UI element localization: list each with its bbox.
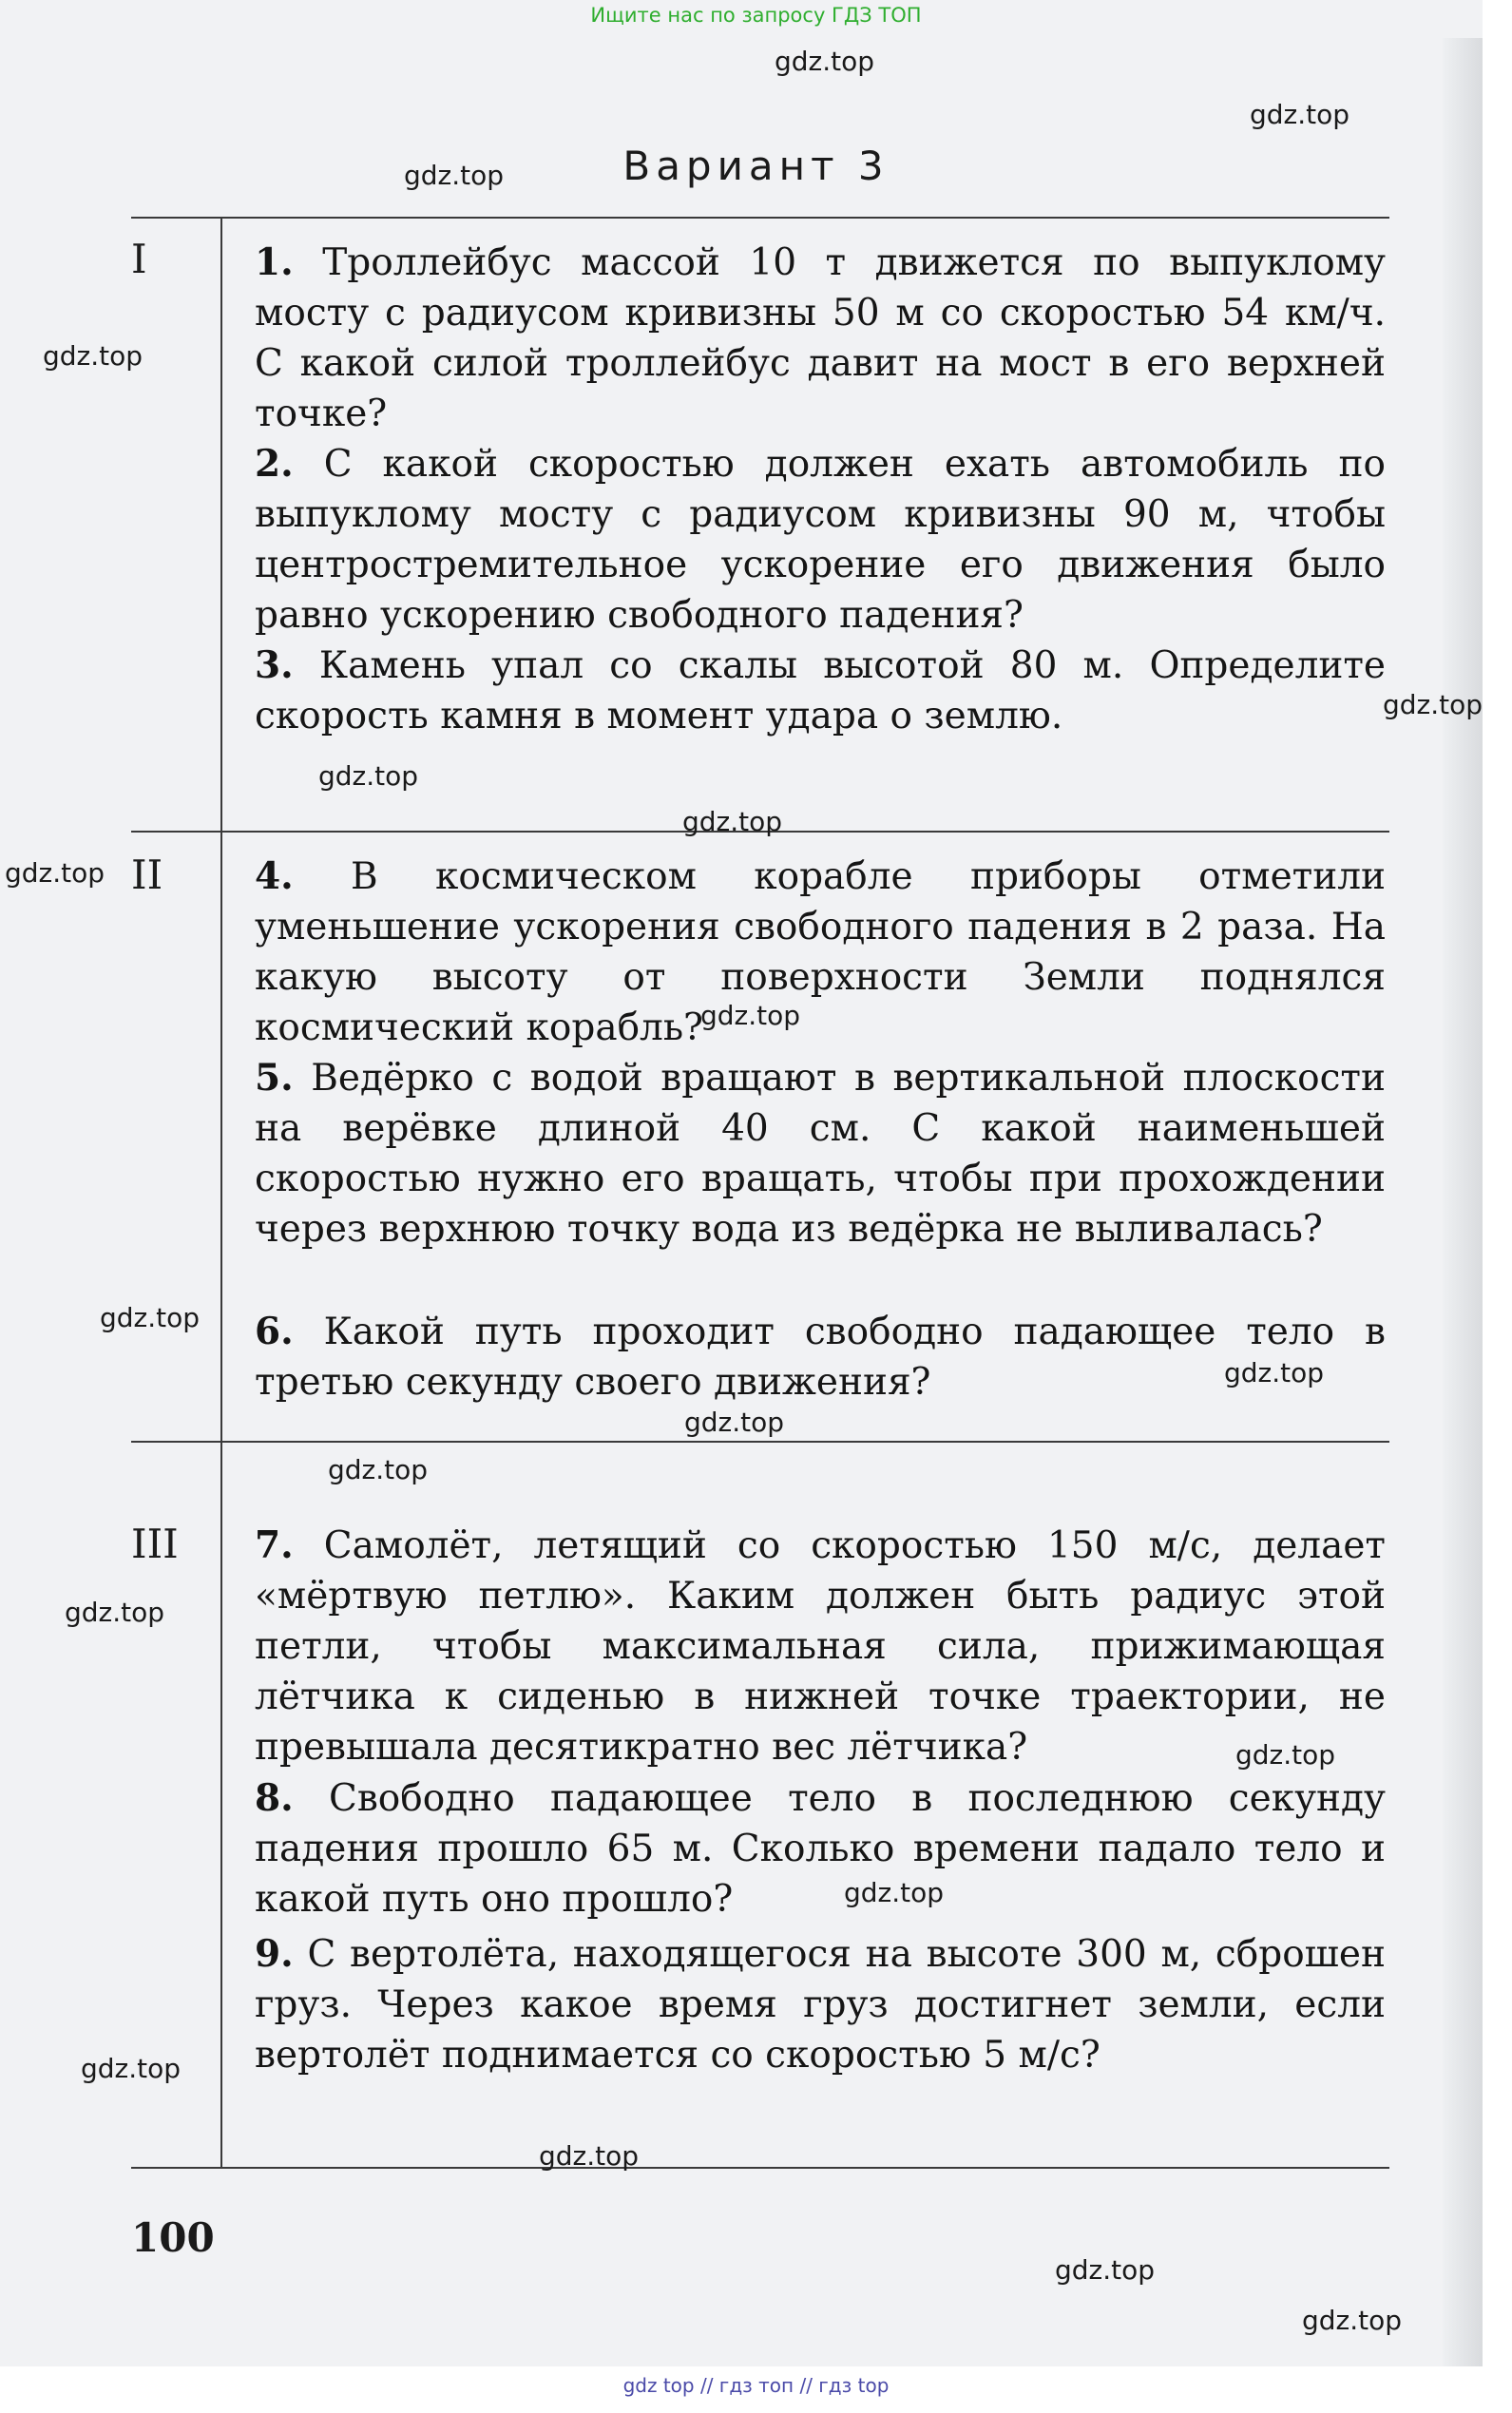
watermark: gdz.top	[539, 2140, 640, 2172]
page-edge-shadow	[1443, 38, 1483, 2366]
page-number: 100	[131, 2214, 215, 2261]
task-number: 9.	[255, 1932, 294, 1976]
task-7	[255, 1521, 1386, 1772]
task-text: Ведёрко с водой вращают в вертикальной плоскости на верёвке длиной 40 см. С какой наименьшей скоростью нужно его вращать, чтобы при прохождении через верхнюю точку вода из ведёрка не выливалась?	[255, 1057, 1386, 1251]
task-number: 1.	[255, 240, 294, 284]
section-label-iii: III	[131, 1521, 179, 1567]
table-top-rule	[131, 217, 1389, 219]
task-text: Троллейбус массой 10 т движется по выпуклому мосту с радиусом кривизны 50 м со скоростью 54 км/ч. С какой силой троллейбус давит на мост в его верхней точке?	[255, 241, 1386, 435]
watermark: gdz.top	[81, 2053, 182, 2084]
watermark: gdz.top	[1235, 1739, 1336, 1771]
watermark: gdz.top	[682, 806, 783, 837]
task-number: 3.	[255, 643, 294, 687]
watermark: gdz.top	[775, 46, 875, 77]
task-number: 6.	[255, 1310, 294, 1353]
task-text: С вертолёта, находящегося на высоте 300 м, сброшен груз. Через какое время груз достигнет земли, если вертолёт поднимается со скоростью 5 м/с?	[255, 1933, 1387, 2077]
watermark: gdz.top	[100, 1302, 201, 1333]
task-3	[255, 641, 1386, 741]
watermark: gdz.top	[1302, 2305, 1403, 2336]
task-number: 7.	[255, 1523, 294, 1567]
watermark: gdz.top	[844, 1877, 945, 1908]
watermark: gdz.top	[65, 1597, 165, 1628]
watermark: gdz.top	[1055, 2254, 1156, 2286]
task-number: 4.	[255, 854, 294, 898]
top-banner: Ищите нас по запросу ГДЗ ТОП	[590, 4, 922, 27]
task-number: 8.	[255, 1776, 294, 1820]
table-column-divider	[220, 219, 222, 2169]
watermark: gdz.top	[1224, 1357, 1325, 1388]
task-text: В космическом корабле приборы отметили уменьшение ускорения свободного падения в 2 раза. На какую высоту от поверхности Земли поднялся космический корабль?	[255, 855, 1386, 1049]
watermark: gdz.top	[328, 1454, 429, 1485]
section-divider-2	[131, 1441, 1389, 1443]
watermark: gdz.top	[700, 1000, 801, 1031]
watermark: gdz.top	[5, 857, 105, 889]
section-label-i: I	[131, 236, 147, 282]
variant-title: Вариант 3	[622, 143, 890, 189]
task-2	[255, 439, 1386, 641]
task-text: Самолёт, летящий со скоростью 150 м/с, делает «мёртвую петлю». Каким должен быть радиус этой петли, чтобы максимальная сила, прижимающая лётчика к сиденью в нижней точке траектории, не превышала десятикратно вес лётчика?	[255, 1524, 1386, 1769]
task-1	[255, 238, 1386, 439]
watermark: gdz.top	[318, 760, 419, 792]
task-text: Камень упал со скалы высотой 80 м. Определите скорость камня в момент удара о землю.	[255, 644, 1386, 737]
task-text: С какой скоростью должен ехать автомобиль по выпуклому мосту с радиусом кривизны 90 м, чтобы центростремительное ускорение его движения было равно ускорению свободного падения?	[255, 443, 1386, 637]
section-label-ii: II	[131, 852, 163, 898]
task-9	[255, 1929, 1386, 2080]
task-text: Какой путь проходит свободно падающее тело в третью секунду своего движения?	[255, 1311, 1386, 1404]
watermark: gdz.top	[404, 160, 505, 191]
task-number: 2.	[255, 442, 294, 486]
task-5	[255, 1053, 1386, 1254]
table-bottom-rule	[131, 2167, 1389, 2169]
task-6	[255, 1307, 1386, 1408]
watermark: gdz.top	[43, 340, 144, 372]
task-number: 5.	[255, 1056, 294, 1100]
watermark: gdz.top	[684, 1407, 785, 1438]
task-text: Свободно падающее тело в последнюю секунду падения прошло 65 м. Сколько времени падало тело и какой путь оно прошло?	[255, 1777, 1386, 1921]
watermark: gdz.top	[1383, 689, 1483, 720]
task-4	[255, 852, 1386, 1053]
watermark: gdz.top	[1250, 99, 1350, 130]
bottom-banner: gdz top // гдз топ // гдз top	[622, 2374, 890, 2397]
task-8	[255, 1773, 1386, 1925]
